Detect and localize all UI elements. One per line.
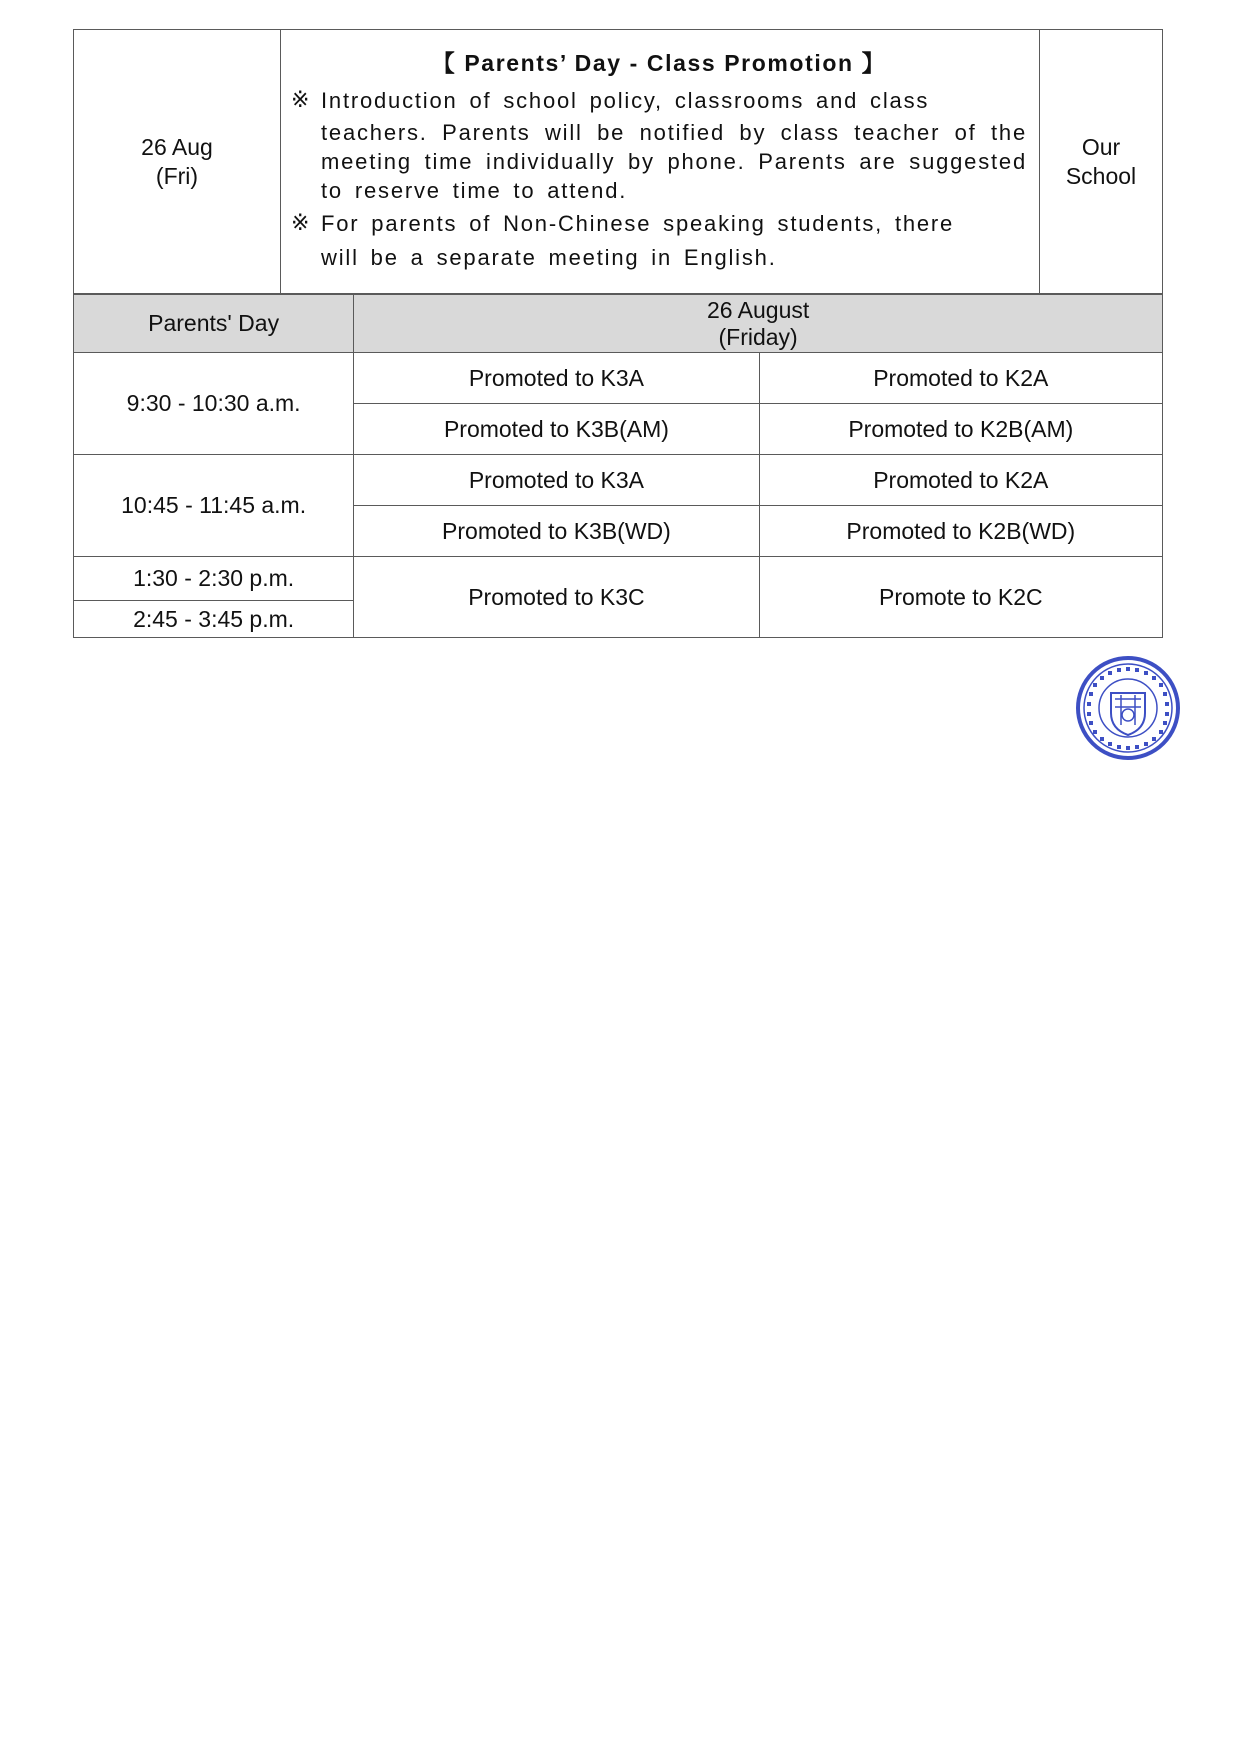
session-cell: Promoted to K2A bbox=[759, 455, 1162, 506]
session-cell: Promoted to K3A bbox=[354, 353, 759, 404]
schedule-header-date bbox=[354, 295, 1163, 353]
event-note-1-rest: teachers. Parents will be notified by class teacher of the meeting time individually by phone. Parents are suggested to reserve time to attend. bbox=[321, 120, 1027, 203]
schedule-header-date-line1: 26 August bbox=[706, 296, 810, 323]
event-weekday: (Fri) bbox=[155, 162, 199, 189]
time-slot: 9:30 - 10:30 a.m. bbox=[74, 353, 354, 455]
session-cell: Promoted to K2A bbox=[759, 353, 1162, 404]
event-note-2-line1: For parents of Non-Chinese speaking students, there bbox=[321, 211, 955, 236]
time-slot: 10:45 - 11:45 a.m. bbox=[74, 455, 354, 557]
table-row bbox=[74, 353, 1163, 404]
event-table bbox=[73, 29, 1163, 294]
event-note-1-line1: Introduction of school policy, classrooms and class bbox=[321, 88, 930, 113]
table-row bbox=[74, 557, 1163, 601]
session-cell: Promoted to K3C bbox=[354, 557, 759, 638]
session-cell: Promote to K2C bbox=[759, 557, 1162, 638]
session-cell: Promoted to K2B(WD) bbox=[759, 506, 1162, 557]
reference-mark-icon: ※ bbox=[291, 211, 312, 236]
session-cell: Promoted to K3B(AM) bbox=[354, 404, 759, 455]
event-title: 【 Parents’ Day - Class Promotion 】 bbox=[431, 50, 887, 76]
schedule-header-row bbox=[74, 295, 1163, 353]
event-venue-line1: Our bbox=[1081, 133, 1121, 160]
schedule-table bbox=[73, 294, 1163, 638]
school-seal-icon bbox=[1075, 655, 1181, 761]
event-venue-line2: School bbox=[1065, 162, 1137, 189]
event-note-2-rest: will be a separate meeting in English. bbox=[321, 245, 777, 270]
reference-mark-icon: ※ bbox=[291, 88, 312, 113]
event-description-cell bbox=[281, 30, 1040, 294]
time-slot: 2:45 - 3:45 p.m. bbox=[74, 601, 354, 638]
event-venue-cell bbox=[1040, 30, 1163, 294]
schedule-header-label: Parents' Day bbox=[74, 295, 354, 353]
event-note-1 bbox=[291, 84, 1027, 205]
session-cell: Promoted to K3B(WD) bbox=[354, 506, 759, 557]
time-slot: 1:30 - 2:30 p.m. bbox=[74, 557, 354, 601]
table-row bbox=[74, 455, 1163, 506]
session-cell: Promoted to K2B(AM) bbox=[759, 404, 1162, 455]
event-date: 26 Aug bbox=[141, 133, 213, 160]
event-note-2 bbox=[291, 207, 1027, 275]
event-date-cell bbox=[74, 30, 281, 294]
schedule-header-date-line2: (Friday) bbox=[718, 323, 798, 350]
session-cell: Promoted to K3A bbox=[354, 455, 759, 506]
